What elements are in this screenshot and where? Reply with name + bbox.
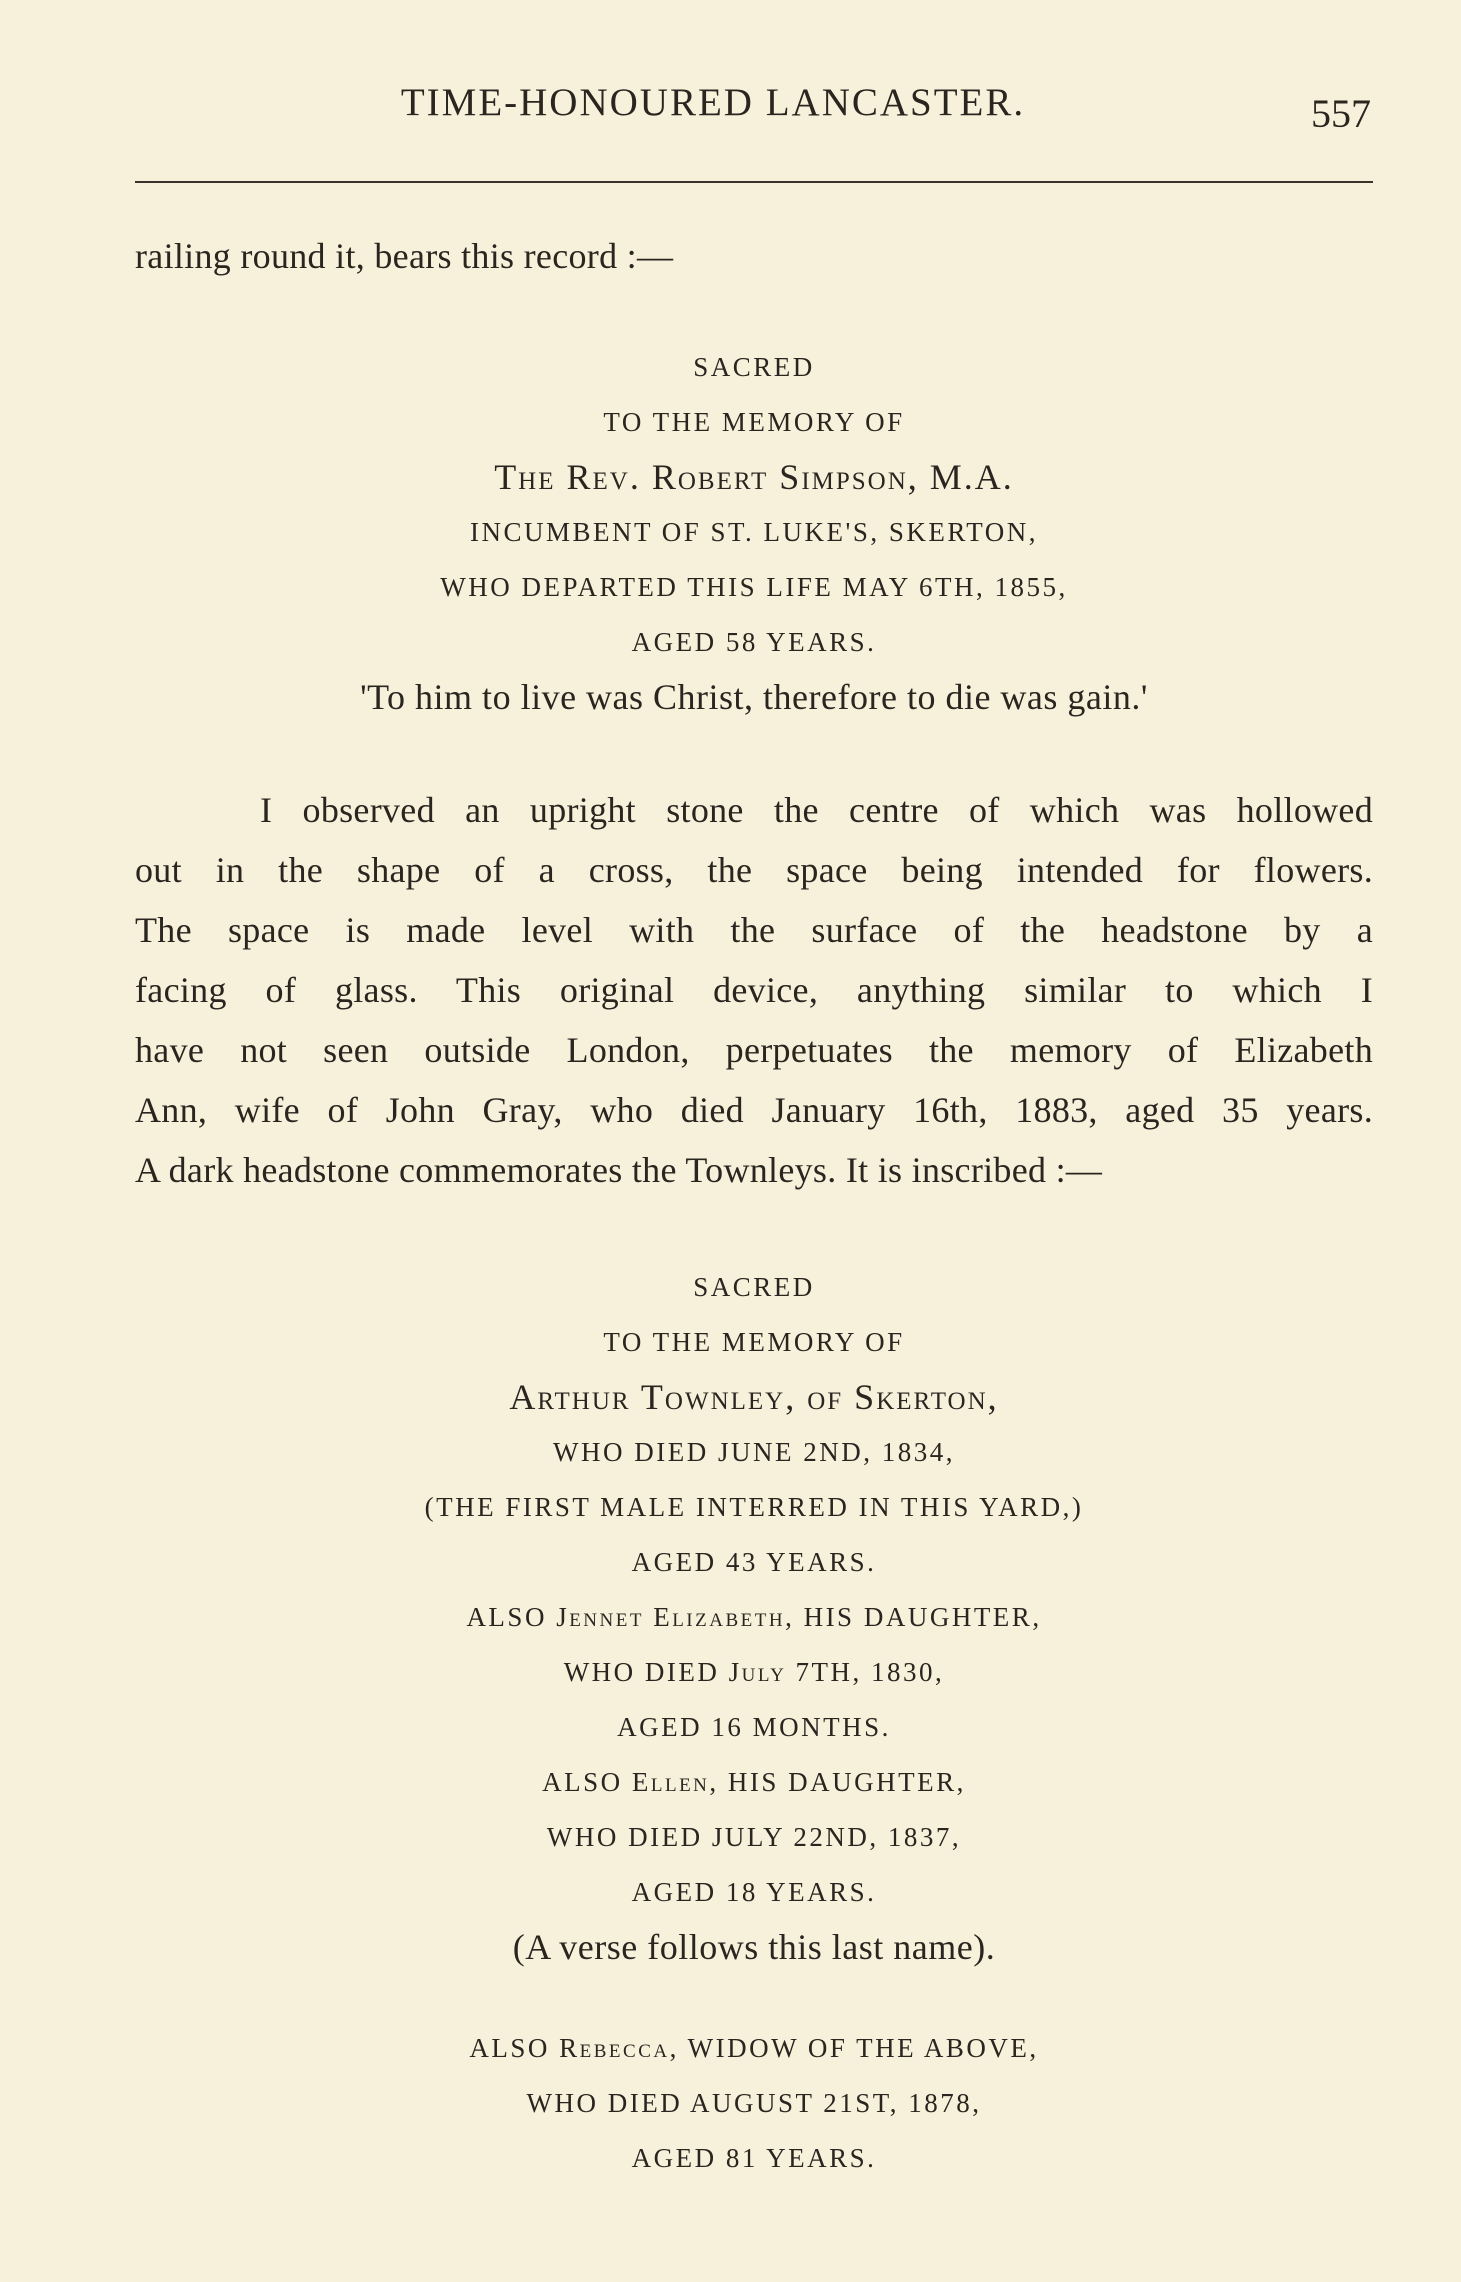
paragraph-line: out in the shape of a cross, the space being intended for flowers. (135, 850, 1373, 890)
inscription-line: SACRED (693, 1272, 815, 1302)
inscription-line: SACRED (693, 352, 815, 382)
paragraph-line (135, 780, 1373, 840)
inscription-line: TO THE MEMORY OF (603, 407, 905, 437)
paragraph-line-text: I observed an upright stone the centre of which was hollowed (260, 790, 1373, 830)
paragraph-line: Ann, wife of John Gray, who died January 16th, 1883, aged 35 years. (135, 1090, 1373, 1130)
inscription-line: WHO DIED JUNE 2ND, 1834, (553, 1437, 955, 1467)
page-header (135, 70, 1371, 140)
paragraph-line: A dark headstone commemorates the Townleys. It is inscribed :— (135, 1150, 1103, 1190)
inscription-line: AGED 16 MONTHS. (617, 1712, 891, 1742)
inscription-name: The Rev. Robert Simpson, M.A. (494, 457, 1014, 497)
inscription-line: AGED 58 YEARS. (631, 627, 877, 657)
inscription-line: WHO DIED AUGUST 21ST, 1878, (526, 2088, 982, 2118)
inscription-townley (135, 1260, 1373, 1975)
inscription-line: AGED 18 YEARS. (631, 1877, 877, 1907)
intro-line: railing round it, bears this record :— (135, 236, 674, 276)
body-paragraph (135, 780, 1373, 1200)
inscription-line: (THE FIRST MALE INTERRED IN THIS YARD,) (424, 1492, 1084, 1522)
inscription-line: WHO DIED JULY 22ND, 1837, (546, 1822, 962, 1852)
page-number: 557 (1311, 91, 1371, 136)
inscription-line: ALSO Rebecca, WIDOW OF THE ABOVE, (469, 2033, 1039, 2063)
inscription-line: AGED 81 YEARS. (631, 2143, 877, 2173)
header-rule (135, 181, 1373, 183)
inscription-line: AGED 43 YEARS. (631, 1547, 877, 1577)
inscription-quote: 'To him to live was Christ, therefore to die was gain.' (360, 677, 1148, 717)
inscription-note: (A verse follows this last name). (512, 1927, 996, 1967)
paragraph-line: The space is made level with the surface of the headstone by a (135, 910, 1373, 950)
inscription-line: WHO DEPARTED THIS LIFE MAY 6TH, 1855, (440, 572, 1068, 602)
paragraph-line: have not seen outside London, perpetuates the memory of Elizabeth (135, 1030, 1373, 1070)
inscription-line: WHO DIED July 7TH, 1830, (563, 1657, 945, 1687)
inscription-line: ALSO Jennet Elizabeth, HIS DAUGHTER, (466, 1602, 1042, 1632)
inscription-line: TO THE MEMORY OF (603, 1327, 905, 1357)
inscription-name: Arthur Townley, of Skerton, (509, 1377, 999, 1417)
paragraph-line: facing of glass. This original device, anything similar to which I (135, 970, 1373, 1010)
inscription-rebecca (135, 2021, 1373, 2186)
inscription-line: INCUMBENT OF ST. LUKE'S, SKERTON, (469, 517, 1039, 547)
inscription-line: ALSO Ellen, HIS DAUGHTER, (542, 1767, 966, 1797)
inscription-simpson (135, 340, 1373, 725)
running-head: TIME-HONOURED LANCASTER. (400, 81, 1026, 124)
intro-paragraph (135, 226, 1373, 286)
